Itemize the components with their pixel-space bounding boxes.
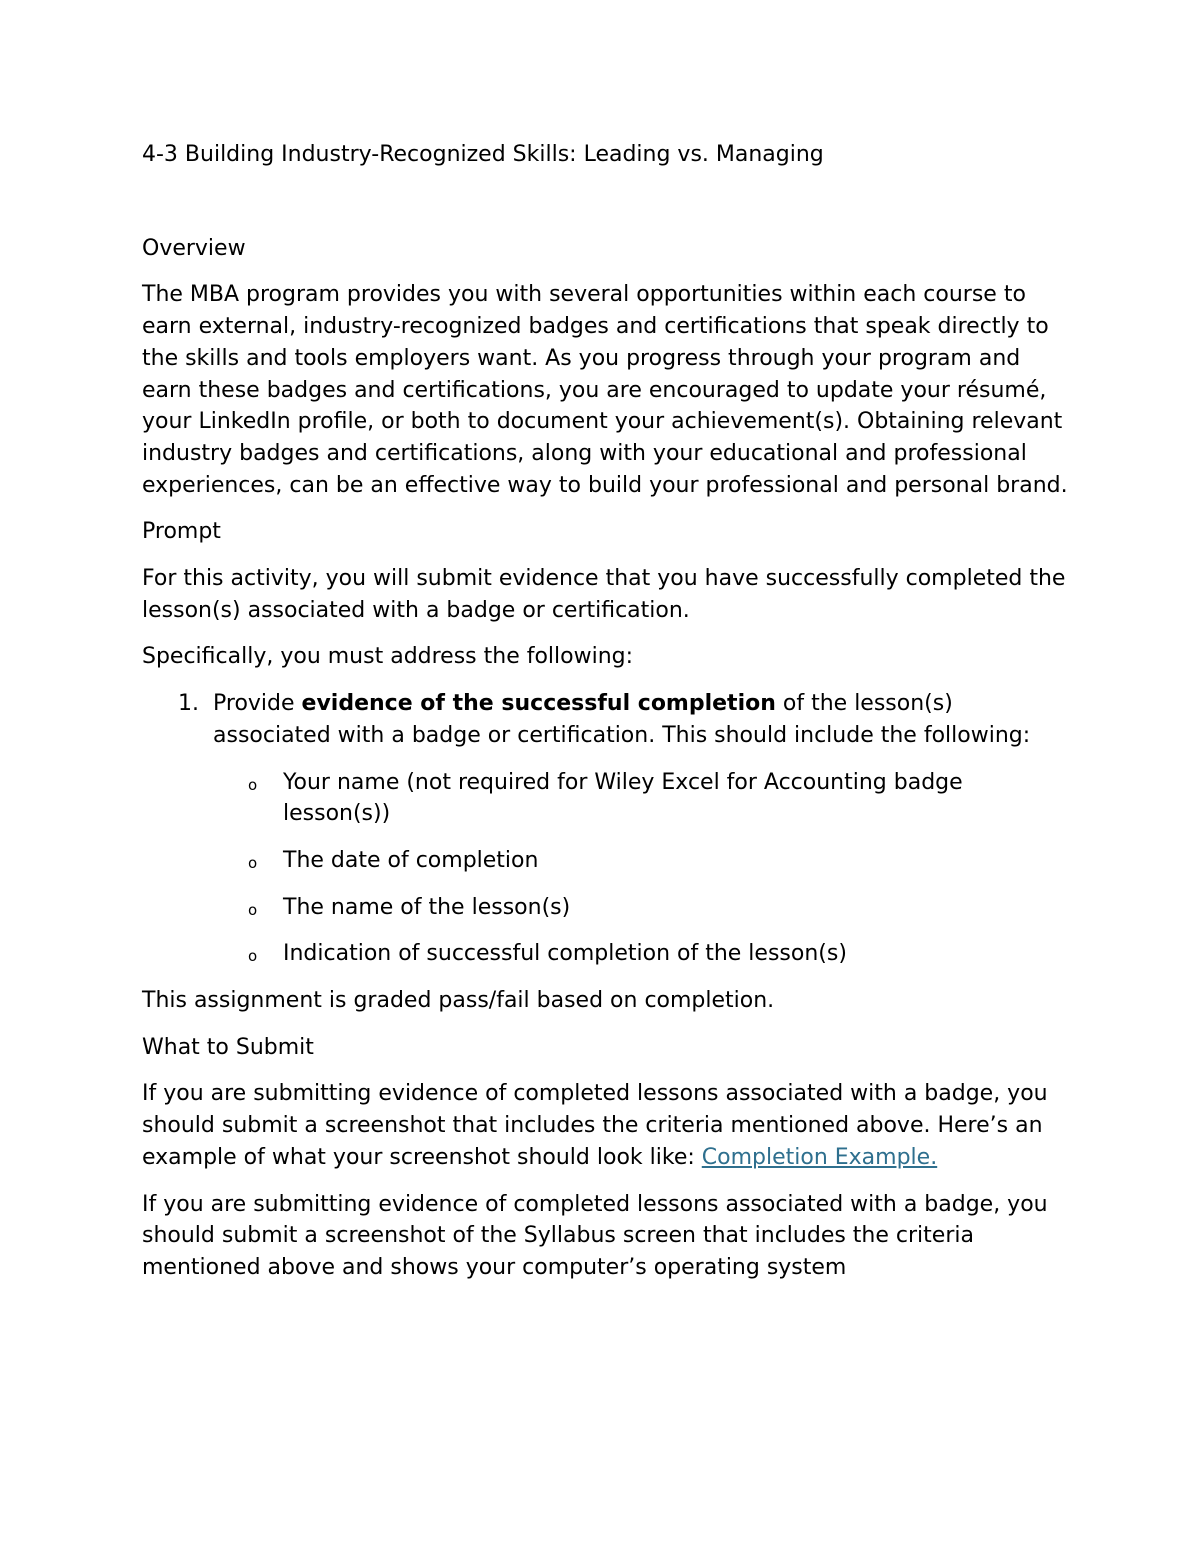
requirement-suffix: of the lesson(s) associated with a badge or certification. This should include the following: [213,691,1031,748]
requirements-list [142,688,1072,751]
spacer [142,1063,1072,1078]
spacer [142,970,1072,985]
prompt-paragraph: For this activity, you will submit evidence that you have successfully completed the lesson(s) associated with a badge or certification. [142,566,1066,623]
spacer [142,830,1072,845]
requirement-item [142,688,1072,751]
overview-paragraph: The MBA program provides you with several opportunities within each course to earn external, industry-recognized badges and certifications that speak directly to the skills and tools employers want. As you progress through your program and earn these badges and certifications, you are encouraged to update your résumé, your LinkedIn profile, or both to document your achievement(s). Obtaining relevant industry badges and certifications, along with your educational and professional experiences, can be an effective way to build your professional and personal brand. [142,282,1068,498]
prompt-heading: Prompt [142,519,221,545]
grading-note: This assignment is graded pass/fail based on completion. [142,988,775,1014]
spacer [142,1017,1072,1032]
criteria-text: Indication of successful completion of the lesson(s) [283,941,847,967]
submit-paragraph-1-text: If you are submitting evidence of completed lessons associated with a badge, you should submit a screenshot that includes the criteria mentioned above. Here’s an example of what your screenshot should look like: [142,1081,1048,1170]
document-page [142,139,1072,1284]
spacer [142,264,1072,279]
prompt-instruction: Specifically, you must address the following: [142,644,634,670]
completion-example-link[interactable]: Completion Example. [701,1144,938,1170]
spacer [142,1174,1072,1189]
criteria-text: The name of the lesson(s) [283,894,571,920]
submit-paragraph-2: If you are submitting evidence of completed lessons associated with a badge, you should submit a screenshot of the Syllabus screen that includes the criteria mentioned above and shows your computer’s operating system [142,1191,1048,1280]
spacer [142,501,1072,516]
spacer [142,548,1072,563]
spacer [142,923,1072,938]
list-number: 1. [178,691,199,717]
document-title: 4-3 Building Industry-Recognized Skills: Leading vs. Managing [142,142,824,167]
spacer [142,626,1072,641]
criteria-item-completion [142,938,1072,970]
spacer [142,752,1072,767]
criteria-text: Your name (not required for Wiley Excel for Accounting badge lesson(s)) [283,769,963,827]
bullet-icon: o [248,775,258,794]
criteria-item-name [142,767,1072,830]
overview-heading: Overview [142,235,246,261]
criteria-text: The date of completion [283,847,539,873]
submit-paragraph-1 [142,1078,1072,1173]
requirement-prefix: Provide [213,691,302,717]
spacer [142,673,1072,688]
bullet-icon: o [248,947,258,966]
bullet-icon: o [248,900,258,919]
spacer [142,171,1072,233]
criteria-item-lesson [142,892,1072,924]
bullet-icon: o [248,853,258,872]
criteria-list [142,767,1072,971]
criteria-item-date [142,845,1072,877]
submit-heading: What to Submit [142,1034,314,1060]
requirement-bold-text: evidence of the successful completion [301,691,776,717]
spacer [142,877,1072,892]
